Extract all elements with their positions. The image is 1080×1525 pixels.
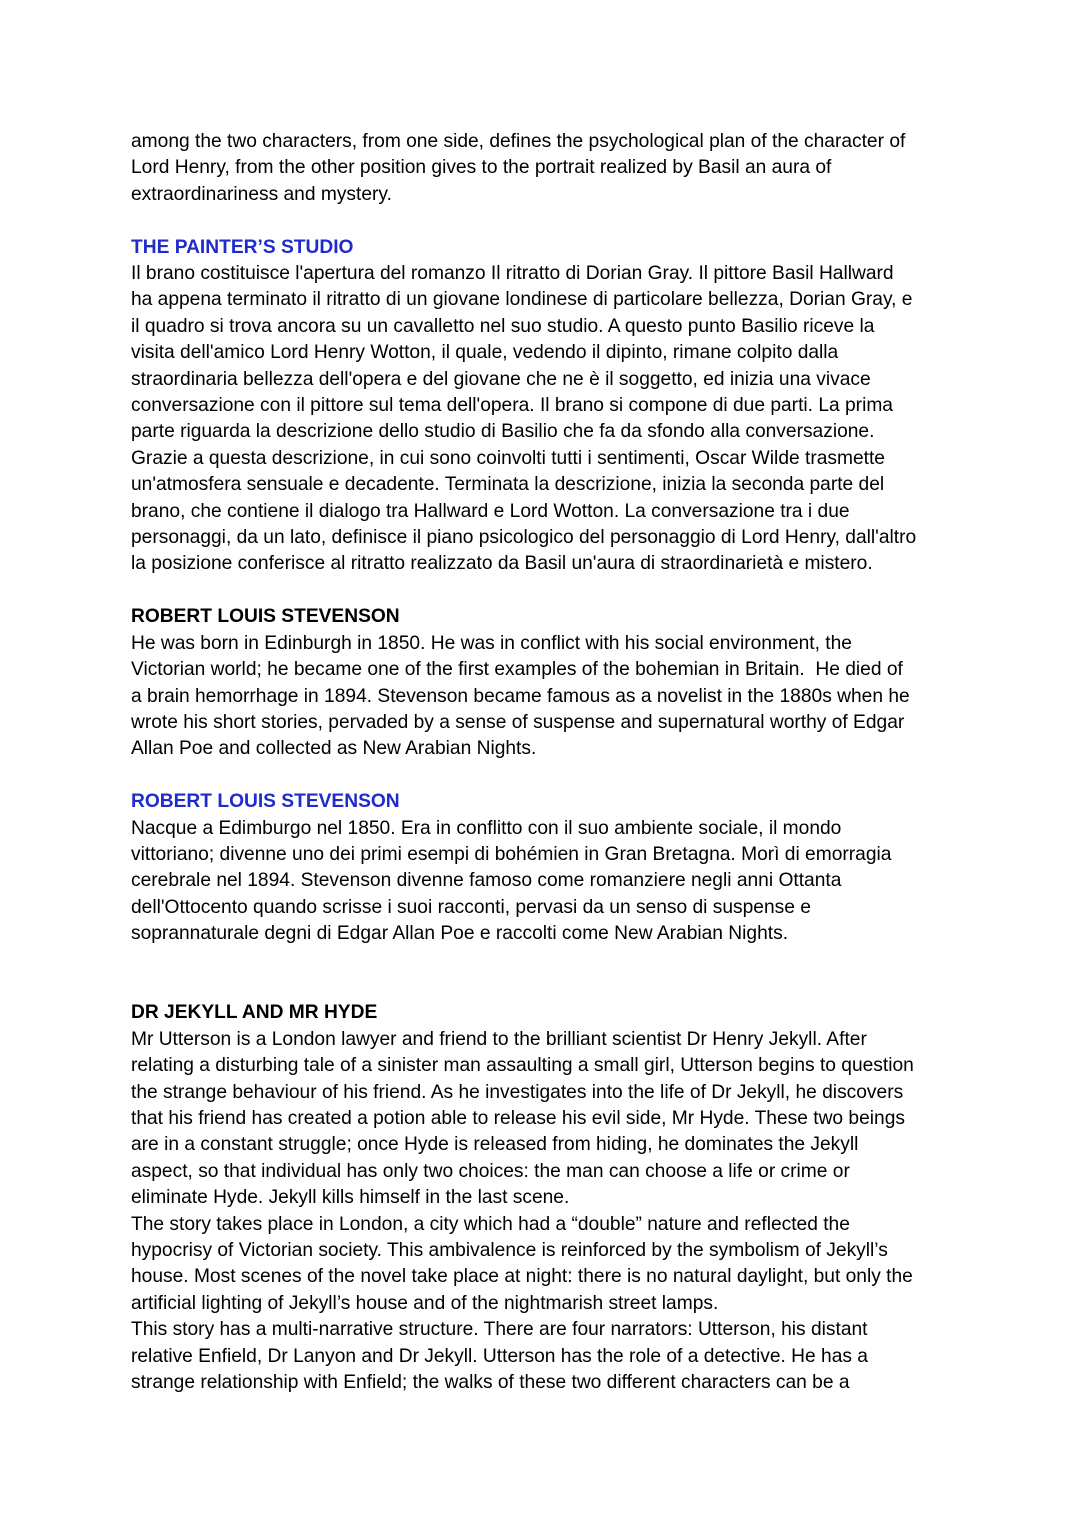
- section-spacer: [131, 208, 961, 234]
- text-line: He was born in Edinburgh in 1850. He was in conflict with his social environment, the: [131, 632, 852, 654]
- text-line: relating a disturbing tale of a sinister man assaulting a small girl, Utterson begins to question: [131, 1055, 914, 1077]
- paragraph-continuation: [131, 129, 961, 208]
- text-line: Nacque a Edimburgo nel 1850. Era in conflitto con il suo ambiente sociale, il mondo: [131, 817, 842, 839]
- paragraph-stevenson-english: [131, 631, 961, 763]
- text-line: soprannaturale degni di Edgar Allan Poe e raccolti come New Arabian Nights.: [131, 923, 789, 945]
- section-heading-jekyll-hyde: DR JEKYLL AND MR HYDE: [131, 1002, 378, 1024]
- text-line: il quadro si trova ancora su un cavalletto nel suo studio. A questo punto Basilio riceve la: [131, 315, 875, 337]
- text-line: house. Most scenes of the novel take place at night: there is no natural daylight, but only the: [131, 1266, 913, 1288]
- text-line: a brain hemorrhage in 1894. Stevenson became famous as a novelist in the 1880s when he: [131, 685, 910, 707]
- text-line: personaggi, da un lato, definisce il piano psicologico del personaggio di Lord Henry, dall'altro: [131, 527, 917, 549]
- text-line: ha appena terminato il ritratto di un giovane londinese di particolare bellezza, Dorian Gray, e: [131, 289, 913, 311]
- text-line: Il brano costituisce l'apertura del romanzo Il ritratto di Dorian Gray. Il pittore Basil Hallward: [131, 263, 894, 285]
- text-line: la posizione conferisce al ritratto realizzato da Basil un'aura di straordinarietà e mistero.: [131, 553, 873, 575]
- text-line: brano, che contiene il dialogo tra Hallward e Lord Wotton. La conversazione tra i due: [131, 500, 850, 522]
- text-line: Mr Utterson is a London lawyer and friend to the brilliant scientist Dr Henry Jekyll. After: [131, 1028, 867, 1050]
- text-line: Lord Henry, from the other position gives to the portrait realized by Basil an aura of: [131, 157, 832, 179]
- paragraph-jekyll-hyde: [131, 1027, 961, 1397]
- text-line: vittoriano; divenne uno dei primi esempi di bohémien in Gran Bretagna. Morì di emorragia: [131, 843, 892, 865]
- text-line: are in a constant struggle; once Hyde is released from hiding, he dominates the Jekyll: [131, 1134, 859, 1156]
- text-line: Allan Poe and collected as New Arabian Nights.: [131, 738, 537, 760]
- text-line: aspect, so that individual has only two choices: the man can choose a life or crime or: [131, 1160, 850, 1182]
- section-spacer: [131, 578, 961, 604]
- text-line: strange relationship with Enfield; the walks of these two different characters can be a: [131, 1372, 850, 1394]
- text-line: eliminate Hyde. Jekyll kills himself in the last scene.: [131, 1187, 570, 1209]
- text-line: the strange behaviour of his friend. As he investigates into the life of Dr Jekyll, he discovers: [131, 1081, 904, 1103]
- section-heading-painters-studio: THE PAINTER’S STUDIO: [131, 236, 354, 258]
- text-line: extraordinariness and mystery.: [131, 183, 392, 205]
- paragraph-stevenson-italian: [131, 816, 961, 948]
- document-page: [131, 129, 961, 1396]
- text-line: among the two characters, from one side, defines the psychological plan of the character of: [131, 131, 906, 152]
- text-line: visita dell'amico Lord Henry Wotton, il quale, vedendo il dipinto, rimane colpito dalla: [131, 342, 839, 364]
- text-line: artificial lighting of Jekyll’s house and of the nightmarish street lamps.: [131, 1292, 719, 1314]
- text-line: dell'Ottocento quando scrisse i suoi racconti, pervasi da un senso di suspense e: [131, 896, 811, 918]
- text-line: that his friend has created a potion able to release his evil side, Mr Hyde. These two beings: [131, 1107, 905, 1129]
- section-heading-stevenson-english: ROBERT LOUIS STEVENSON: [131, 606, 400, 628]
- section-spacer: [131, 948, 961, 1001]
- section-heading-stevenson-italian: ROBERT LOUIS STEVENSON: [131, 791, 400, 813]
- text-line: This story has a multi-narrative structure. There are four narrators: Utterson, his distant: [131, 1319, 868, 1341]
- text-line: Grazie a questa descrizione, in cui sono coinvolti tutti i sentimenti, Oscar Wilde trasmette: [131, 447, 885, 469]
- text-line: The story takes place in London, a city which had a “double” nature and reflected the: [131, 1213, 850, 1235]
- text-line: relative Enfield, Dr Lanyon and Dr Jekyll. Utterson has the role of a detective. He has a: [131, 1345, 868, 1367]
- text-line: straordinaria bellezza dell'opera e del giovane che ne è il soggetto, ed inizia una vivace: [131, 368, 871, 390]
- text-line: wrote his short stories, pervaded by a sense of suspense and supernatural worthy of Edgar: [131, 711, 905, 733]
- text-line: Victorian world; he became one of the first examples of the bohemian in Britain. He died of: [131, 659, 903, 681]
- text-line: cerebrale nel 1894. Stevenson divenne famoso come romanziere negli anni Ottanta: [131, 870, 842, 892]
- text-line: parte riguarda la descrizione dello studio di Basilio che fa da sfondo alla conversazione.: [131, 421, 875, 443]
- text-line: conversazione con il pittore sul tema dell'opera. Il brano si compone di due parti. La prima: [131, 395, 893, 417]
- text-line: un'atmosfera sensuale e decadente. Terminata la descrizione, inizia la seconda parte del: [131, 474, 885, 496]
- paragraph-painters-studio: [131, 261, 961, 578]
- section-spacer: [131, 763, 961, 789]
- text-line: hypocrisy of Victorian society. This ambivalence is reinforced by the symbolism of Jekyll’s: [131, 1240, 888, 1261]
